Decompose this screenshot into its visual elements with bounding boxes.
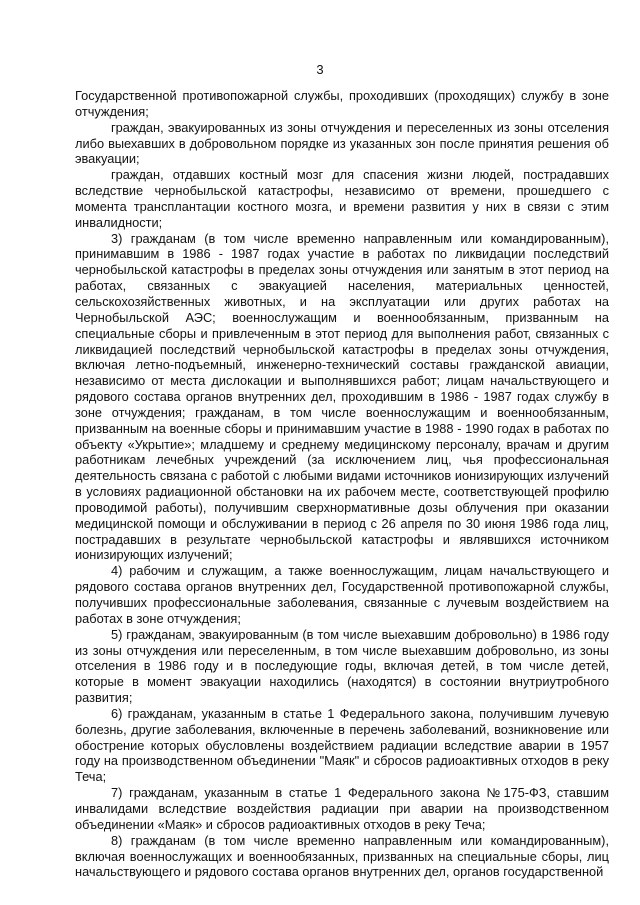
page-number: 3 (316, 62, 324, 77)
paragraph-evacuated-citizens: граждан, эвакуированных из зоны отчуждения и переселенных из зоны отселения либо выехавших в добровольном порядке из указанных зон после принятия решения об эвакуации; (75, 119, 609, 167)
paragraph-item-6: 6) гражданам, указанным в статье 1 Федерального закона, получившим лучевую болезнь, другие заболевания, включенные в перечень заболеваний, возникновение или обострение которых обусловлены воздействием радиации вследствие аварии в 1957 году на производственном объединении "Маяк" и сбросов радиоактивных отходов в реку Теча; (75, 705, 609, 785)
paragraph-bone-marrow-donors: граждан, отдавших костный мозг для спасения жизни людей, пострадавших вследствие чернобыльской катастрофы, независимо от времени, прошедшего с момента трансплантации костного мозга, и времени развития у них в связи с этим инвалидности; (75, 167, 609, 230)
paragraph-item-5: 5) гражданам, эвакуированным (в том числе выехавшим добровольно) в 1986 году из зоны отчуждения или переселенным, в том числе выехавшим добровольно, из зоны отселения в 1986 году и в последующие годы, включая детей, в том числе детей, которые в момент эвакуации находились (находятся) в состоянии внутриутробного развития; (75, 626, 609, 706)
paragraph-item-8: 8) гражданам (в том числе временно направленным или командированным), включая военнослужащих и военнообязанных, призванных на специальные сборы, лиц начальствующего и рядового состава органов внутренних дел, органов государственной (75, 832, 609, 880)
paragraph-item-4: 4) рабочим и служащим, а также военнослужащим, лицам начальствующего и рядового состава органов внутренних дел, Государственной противопожарной службы, получивших профессиональные заболевания, связанные с лучевым воздействием на работах в зоне отчуждения; (75, 563, 609, 626)
paragraph-continuation: Государственной противопожарной службы, проходивших (проходящих) службу в зоне отчуждения; (75, 88, 609, 119)
paragraph-item-7: 7) гражданам, указанным в статье 1 Федерального закона №175-ФЗ, ставшим инвалидами вследствие воздействия радиации при аварии на производственном объединении «Маяк» и сбросов радиоактивных отходов в реку Теча; (75, 785, 609, 832)
document-body (75, 88, 609, 880)
paragraph-item-3: 3) гражданам (в том числе временно направленным или командированным), принимавшим в 1986 - 1987 годах участие в работах по ликвидации последствий чернобыльской катастрофы в пределах зоны отчуждения или занятым в этот период на работах, связанных с эвакуацией населения, материальных ценностей, сельскохозяйственных животных, и на эксплуатации или других работах на Чернобыльской АЭС; военнослужащим и военнообязанным, призванным на специальные сборы и привлеченным в этот период для выполнения работ, связанных с ликвидацией последствий чернобыльской катастрофы в пределах зоны отчуждения, включая летно-подъемный, инженерно-технический составы гражданской авиации, независимо от места дислокации и выполнявшихся работ; лицам начальствующего и рядового состава органов внутренних дел, проходившим в 1986 - 1987 годах службу в зоне отчуждения; гражданам, в том числе военнослужащим и военнообязанным, призванным на военные сборы и принимавшим участие в 1988 - 1990 годах в работах по объекту «Укрытие»; младшему и среднему медицинскому персоналу, врачам и другим работникам лечебных учреждений (за исключением лиц, чья профессиональная деятельность связана с работой с любыми видами источников ионизирующих излучений в условиях радиационной обстановки на их рабочем месте, соответствующей профилю проводимой работы), получившим сверхнормативные дозы облучения при оказании медицинской помощи и обслуживании в период с 26 апреля по 30 июня 1986 года лиц, пострадавших в результате чернобыльской катастрофы и являвшихся источником ионизирующих излучений; (75, 230, 609, 563)
